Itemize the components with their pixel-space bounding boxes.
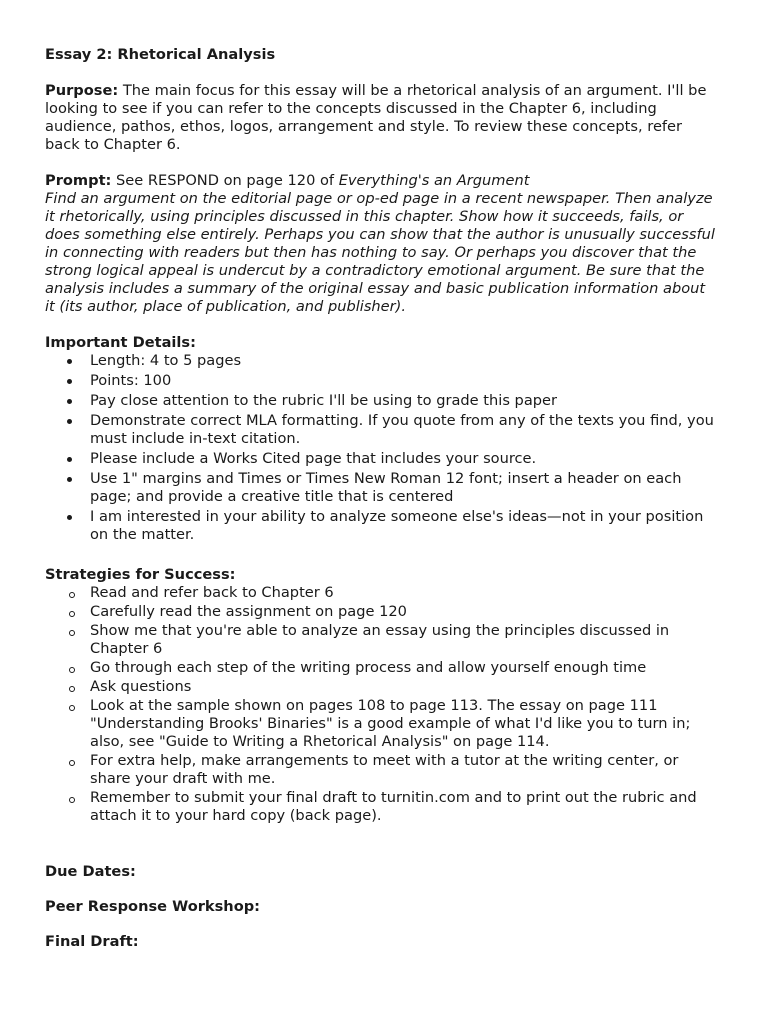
bullet-icon <box>67 359 72 364</box>
list-item <box>45 659 717 677</box>
list-item <box>45 584 717 602</box>
list-item <box>45 789 717 825</box>
strategies-heading: Strategies for Success: <box>45 566 236 583</box>
bullet-icon <box>67 477 72 482</box>
list-item-text: Demonstrate correct MLA formatting. If you quote from any of the texts you find, you must include in-text citation. <box>90 412 714 447</box>
list-item <box>45 450 717 468</box>
circle-bullet-icon <box>69 667 75 673</box>
purpose-text: The main focus for this essay will be a rhetorical analysis of an argument. I'll be looking to see if you can refer to the concepts discussed in the Chapter 6, including audience, pathos, ethos, logos, arrangement and style. To review these concepts, refer back to Chapter 6. <box>45 82 707 153</box>
list-item-text: I am interested in your ability to analyze someone else's ideas—not in your position on the matter. <box>90 508 704 543</box>
list-item <box>45 697 717 751</box>
prompt-body: Find an argument on the editorial page or op-ed page in a recent newspaper. Then analyze it rhetorically, using principles discussed in this chapter. Show how it succeeds, fails, or does something else entirely. Perhaps you can show that the author is unusually successful in connecting with readers but then has nothing to say. Or perhaps you discover that the strong logical appeal is undercut by a contradictory emotional argument. Be sure that the analysis includes a summary of the original essay and basic publication information about it (its author, place of publication, and publisher). <box>45 190 715 315</box>
circle-bullet-icon <box>69 592 75 598</box>
strategies-list <box>45 584 717 825</box>
list-item <box>45 508 717 544</box>
purpose-label: Purpose: <box>45 82 119 99</box>
list-item-text: Ask questions <box>90 678 192 695</box>
list-item-text: Points: 100 <box>90 372 172 389</box>
prompt-text: See RESPOND on page 120 of <box>111 172 339 189</box>
prompt-book-title: Everything's an Argument <box>338 172 530 189</box>
details-heading: Important Details: <box>45 334 196 351</box>
purpose-paragraph <box>45 82 717 154</box>
list-item-text: Show me that you're able to analyze an essay using the principles discussed in Chapter 6 <box>90 622 670 657</box>
bullet-icon <box>67 419 72 424</box>
list-item-text: Go through each step of the writing process and allow yourself enough time <box>90 659 647 676</box>
peer-response-label: Peer Response Workshop: <box>45 898 261 915</box>
list-item <box>45 392 717 410</box>
details-list <box>45 352 717 544</box>
bullet-icon <box>67 399 72 404</box>
list-item-text: Look at the sample shown on pages 108 to page 113. The essay on page 111 "Understanding Brooks' Binaries" is a good example of what I'd like you to turn in; also, see "Guide to Writing a Rhetorical Analysis" on page 114. <box>90 697 691 750</box>
list-item <box>45 470 717 506</box>
prompt-line <box>45 172 717 190</box>
list-item <box>45 372 717 390</box>
list-item-text: Carefully read the assignment on page 120 <box>90 603 407 620</box>
list-item-text: Remember to submit your final draft to turnitin.com and to print out the rubric and attach it to your hard copy (back page). <box>90 789 697 824</box>
list-item <box>45 678 717 696</box>
circle-bullet-icon <box>69 705 75 711</box>
final-draft-label: Final Draft: <box>45 933 139 950</box>
list-item <box>45 622 717 658</box>
document-title: Essay 2: Rhetorical Analysis <box>45 46 276 63</box>
due-dates-section <box>45 863 717 951</box>
circle-bullet-icon <box>69 611 75 617</box>
prompt-label: Prompt: <box>45 172 112 189</box>
list-item-text: Pay close attention to the rubric I'll be using to grade this paper <box>90 392 558 409</box>
bullet-icon <box>67 379 72 384</box>
list-item <box>45 603 717 621</box>
circle-bullet-icon <box>69 630 75 636</box>
list-item <box>45 752 717 788</box>
list-item <box>45 412 717 448</box>
list-item-text: Use 1" margins and Times or Times New Roman 12 font; insert a header on each page; and provide a creative title that is centered <box>90 470 682 505</box>
list-item <box>45 352 717 370</box>
circle-bullet-icon <box>69 760 75 766</box>
circle-bullet-icon <box>69 797 75 803</box>
bullet-icon <box>67 515 72 520</box>
document-page <box>45 46 717 968</box>
list-item-text: For extra help, make arrangements to meet with a tutor at the writing center, or share your draft with me. <box>90 752 679 787</box>
list-item-text: Read and refer back to Chapter 6 <box>90 584 334 601</box>
circle-bullet-icon <box>69 686 75 692</box>
due-dates-label: Due Dates: <box>45 863 136 880</box>
list-item-text: Length: 4 to 5 pages <box>90 352 242 369</box>
bullet-icon <box>67 457 72 462</box>
list-item-text: Please include a Works Cited page that includes your source. <box>90 450 537 467</box>
